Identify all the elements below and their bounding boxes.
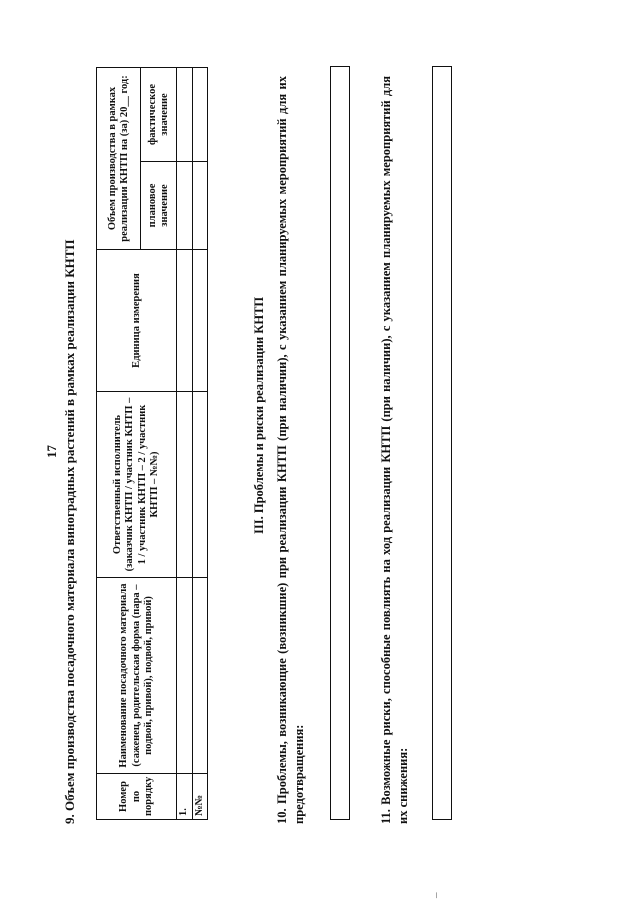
item-11-text: 11. Возможные риски, способные повлиять на ход реализации КНТП (при наличии), с указанием планируемых мероприятий для их снижения:: [379, 76, 410, 824]
row-number: №№: [192, 774, 207, 820]
header-unit: Единица измерения: [97, 250, 177, 392]
section-9-heading: 9. Объем производства посадочного материала виноградных растений в рамках реализации КНТП: [62, 239, 77, 824]
item-10-text: 10. Проблемы, возникающие (возникшие) при реализации КНТП (при наличии), с указанием планируемых мероприятий для их предотвращения:: [275, 76, 306, 824]
header-executor: Ответственный исполнитель (заказчик КНТП / участник КНТП – 1 / участник КНТП – 2 / участник КНТП – №№): [97, 392, 177, 578]
table-cell: [177, 250, 192, 392]
table-row: [177, 68, 192, 820]
margin-mark: –: [430, 892, 442, 898]
table-cell: [177, 68, 192, 162]
header-material: Наименование посадочного материала (саженец, родительская форма (пара – подвой, привой), подвой, привой): [97, 578, 177, 774]
table-row: [192, 68, 207, 820]
header-number: Номер по порядку: [97, 774, 177, 820]
header-planned: плановое значение: [141, 162, 177, 250]
table-cell: [192, 250, 207, 392]
header-actual: фактическое значение: [141, 68, 177, 162]
table-cell: [177, 162, 192, 250]
item-10-answer-box[interactable]: [330, 66, 350, 820]
table-cell: [177, 392, 192, 578]
table-header-row: [97, 68, 141, 820]
table-cell: [192, 392, 207, 578]
page-number: 17: [44, 445, 59, 458]
table-cell: [192, 162, 207, 250]
production-volume-table: [96, 67, 208, 820]
table-cell: [192, 68, 207, 162]
table-cell: [192, 578, 207, 774]
row-number: 1.: [177, 774, 192, 820]
table-cell: [177, 578, 192, 774]
header-volume: Объем производства в рамках реализации КНТП на (за) 20__ год:: [97, 68, 141, 250]
section-3-heading: III. Проблемы и риски реализации КНТП: [252, 296, 266, 534]
item-11-answer-box[interactable]: [432, 66, 452, 820]
